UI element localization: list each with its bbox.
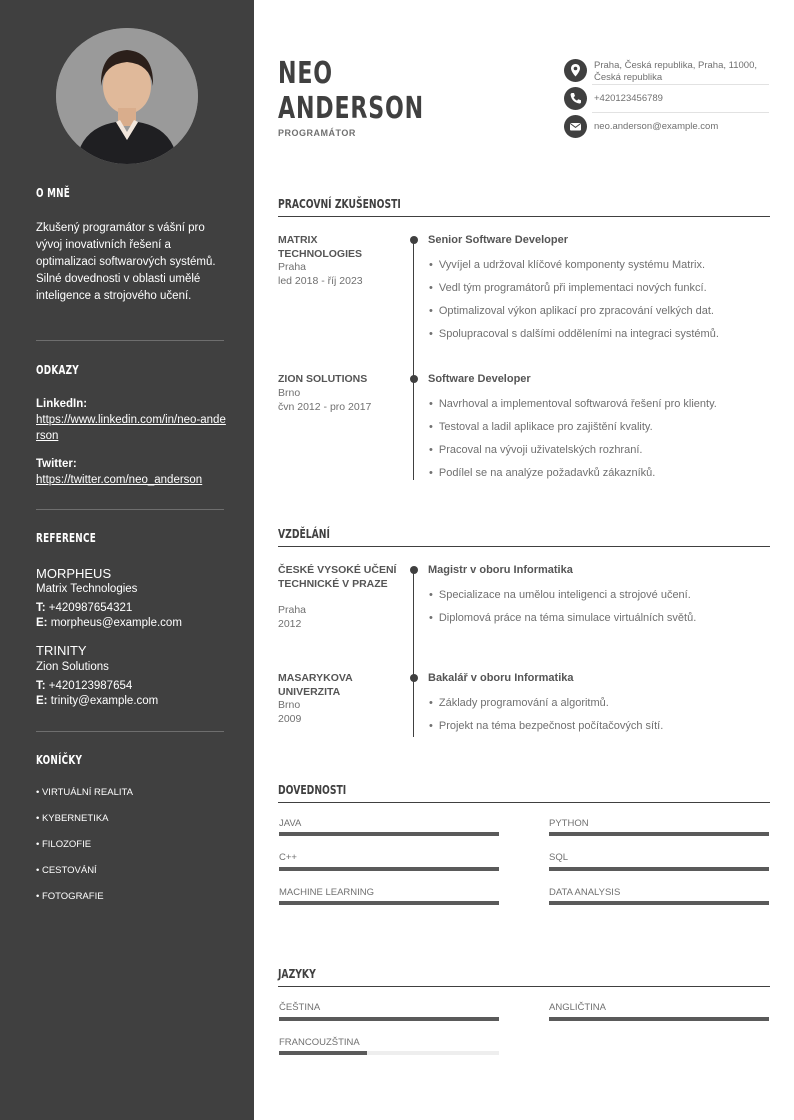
timeline-dot bbox=[410, 566, 418, 574]
section-rule bbox=[278, 216, 770, 217]
skill-bar-fill bbox=[279, 901, 499, 905]
profile-photo bbox=[56, 28, 198, 164]
experience-bullet: • Testoval a ladil aplikace pro zajištění kvality. bbox=[429, 421, 653, 433]
reference-phone-value: +420123987654 bbox=[48, 680, 133, 692]
job-role: PROGRAMÁTOR bbox=[278, 128, 356, 138]
experience-period: led 2018 - říj 2023 bbox=[278, 275, 363, 287]
about-heading: O MNĚ bbox=[36, 186, 71, 200]
language-bar-fill bbox=[549, 1017, 769, 1021]
reference-email bbox=[36, 695, 158, 707]
skill-bar bbox=[279, 867, 499, 871]
timeline-dot bbox=[410, 674, 418, 682]
skill-label: C++ bbox=[279, 852, 297, 863]
skill-bar bbox=[279, 832, 499, 836]
skill-bar bbox=[279, 901, 499, 905]
reference-email-value: trinity@example.com bbox=[50, 695, 159, 707]
education-degree: Bakalář v oboru Informatika bbox=[428, 672, 574, 684]
skill-label: MACHINE LEARNING bbox=[279, 887, 375, 898]
education-year: 2012 bbox=[278, 618, 302, 630]
skill-bar-fill bbox=[279, 832, 499, 836]
language-bar bbox=[279, 1017, 499, 1021]
education-heading: VZDĚLÁNÍ bbox=[278, 526, 330, 541]
skill-bar-fill bbox=[279, 867, 499, 871]
education-degree: Magistr v oboru Informatika bbox=[428, 564, 573, 576]
language-bar bbox=[549, 1017, 769, 1021]
education-bullet: • Projekt na téma bezpečnost počítačových sítí. bbox=[429, 720, 663, 732]
divider bbox=[36, 731, 224, 732]
language-bar-fill bbox=[279, 1017, 499, 1021]
divider bbox=[36, 340, 224, 341]
hobby-item: • VIRTUÁLNÍ REALITA bbox=[36, 787, 133, 798]
experience-company: MATRIX TECHNOLOGIES bbox=[278, 234, 363, 260]
language-label: ANGLIČTINA bbox=[549, 1002, 607, 1013]
hobby-label: FOTOGRAFIE bbox=[41, 891, 104, 902]
hobby-item: • FOTOGRAFIE bbox=[36, 891, 104, 902]
reference-email-value: morpheus@example.com bbox=[50, 617, 182, 629]
skill-label: JAVA bbox=[279, 818, 302, 829]
hobbies-list bbox=[36, 787, 133, 917]
reference-name: MORPHEUS bbox=[36, 566, 112, 581]
skill-label: DATA ANALYSIS bbox=[549, 887, 621, 898]
experience-heading: PRACOVNÍ ZKUŠENOSTI bbox=[278, 196, 401, 211]
skill-bar-fill bbox=[549, 832, 769, 836]
divider bbox=[592, 112, 769, 113]
twitter-label: Twitter: bbox=[36, 458, 77, 470]
address-text: Praha, Česká republika, Praha, 11000, Česká republika bbox=[594, 60, 758, 83]
phone-icon bbox=[564, 87, 587, 110]
experience-bullet: • Vyvíjel a udržoval klíčové komponenty systému Matrix. bbox=[429, 259, 705, 271]
skill-bar-fill bbox=[549, 867, 769, 871]
phone-label: T: bbox=[36, 680, 46, 692]
email-label: E: bbox=[36, 617, 48, 629]
section-rule bbox=[278, 802, 770, 803]
skill-bar bbox=[549, 901, 769, 905]
sidebar bbox=[0, 0, 254, 1120]
education-school: ČESKÉ VYSOKÉ UČENÍ TECHNICKÉ V PRAZE bbox=[278, 564, 397, 590]
location-pin-icon bbox=[564, 59, 587, 82]
reference-company: Zion Solutions bbox=[36, 661, 109, 673]
experience-company: ZION SOLUTIONS bbox=[278, 373, 368, 385]
email-text[interactable]: neo.anderson@example.com bbox=[594, 121, 719, 132]
reference-email bbox=[36, 617, 182, 629]
hobby-item: • FILOZOFIE bbox=[36, 839, 92, 850]
envelope-icon bbox=[564, 115, 587, 138]
reference-phone-value: +420987654321 bbox=[48, 602, 133, 614]
experience-bullet: • Optimalizoval výkon aplikací pro zpracování velkých dat. bbox=[429, 305, 714, 317]
experience-bullet: • Vedl tým programátorů při implementaci nových funkcí. bbox=[429, 282, 707, 294]
about-text: Zkušený programátor s vášní pro vývoj inovativních řešení a optimalizaci softwarových systémů. Silné dovednosti v oblasti umělé inteligence a strojového učení. bbox=[36, 222, 216, 302]
education-school: MASARYKOVA UNIVERZITA bbox=[278, 672, 353, 698]
education-bullet: • Diplomová práce na téma simulace virtuálních světů. bbox=[429, 612, 696, 624]
section-rule bbox=[278, 546, 770, 547]
timeline-dot bbox=[410, 236, 418, 244]
experience-bullet: • Podílel se na analýze požadavků zákazníků. bbox=[429, 467, 655, 479]
reference-phone bbox=[36, 680, 132, 692]
language-bar-fill bbox=[279, 1051, 367, 1055]
skills-heading: DOVEDNOSTI bbox=[278, 782, 347, 797]
experience-title: Senior Software Developer bbox=[428, 234, 568, 246]
divider bbox=[36, 509, 224, 510]
reference-company: Matrix Technologies bbox=[36, 583, 138, 595]
education-city: Praha bbox=[278, 604, 307, 616]
section-rule bbox=[278, 986, 770, 987]
phone-text: +420123456789 bbox=[594, 93, 663, 104]
language-bar bbox=[279, 1051, 499, 1055]
hobby-item: • CESTOVÁNÍ bbox=[36, 865, 97, 876]
experience-city: Brno bbox=[278, 387, 301, 399]
divider bbox=[592, 84, 769, 85]
skill-label: SQL bbox=[549, 852, 569, 863]
language-label: ČEŠTINA bbox=[279, 1002, 321, 1013]
hobbies-heading: KONÍČKY bbox=[36, 753, 83, 767]
experience-timeline bbox=[413, 240, 414, 480]
linkedin-label: LinkedIn: bbox=[36, 398, 88, 410]
experience-bullet: • Navrhoval a implementoval softwarová řešení pro klienty. bbox=[429, 398, 717, 410]
links-heading: ODKAZY bbox=[36, 363, 79, 377]
education-city: Brno bbox=[278, 699, 301, 711]
experience-period: čvn 2012 - pro 2017 bbox=[278, 401, 372, 413]
skill-bar bbox=[549, 832, 769, 836]
timeline-dot bbox=[410, 375, 418, 383]
references-heading: REFERENCE bbox=[36, 531, 97, 545]
portrait-image bbox=[56, 28, 198, 164]
education-timeline bbox=[413, 570, 414, 737]
twitter-link[interactable]: https://twitter.com/neo_anderson bbox=[36, 474, 203, 486]
reference-phone bbox=[36, 602, 132, 614]
skill-bar-fill bbox=[549, 901, 769, 905]
languages-heading: JAZYKY bbox=[278, 966, 316, 981]
hobby-label: CESTOVÁNÍ bbox=[41, 865, 97, 876]
hobby-label: KYBERNETIKA bbox=[41, 813, 109, 824]
phone-label: T: bbox=[36, 602, 46, 614]
hobby-label: FILOZOFIE bbox=[41, 839, 92, 850]
education-bullet: • Specializace na umělou inteligenci a strojové učení. bbox=[429, 589, 691, 601]
skill-label: PYTHON bbox=[549, 818, 589, 829]
last-name: ANDERSON bbox=[278, 91, 425, 126]
experience-title: Software Developer bbox=[428, 373, 531, 385]
hobby-label: VIRTUÁLNÍ REALITA bbox=[41, 787, 133, 798]
first-name: NEO bbox=[278, 56, 333, 91]
linkedin-link[interactable]: https://www.linkedin.com/in/neo-anderson bbox=[36, 414, 226, 442]
experience-bullet: • Spolupracoval s dalšími odděleními na integraci systémů. bbox=[429, 328, 719, 340]
experience-city: Praha bbox=[278, 261, 307, 273]
education-year: 2009 bbox=[278, 713, 302, 725]
reference-name: TRINITY bbox=[36, 643, 87, 658]
language-label: FRANCOUZŠTINA bbox=[279, 1037, 360, 1048]
experience-bullet: • Pracoval na vývoji uživatelských rozhraní. bbox=[429, 444, 642, 456]
hobby-item: • KYBERNETIKA bbox=[36, 813, 109, 824]
education-bullet: • Základy programování a algoritmů. bbox=[429, 697, 609, 709]
full-name bbox=[278, 56, 424, 126]
skill-bar bbox=[549, 867, 769, 871]
email-label: E: bbox=[36, 695, 48, 707]
